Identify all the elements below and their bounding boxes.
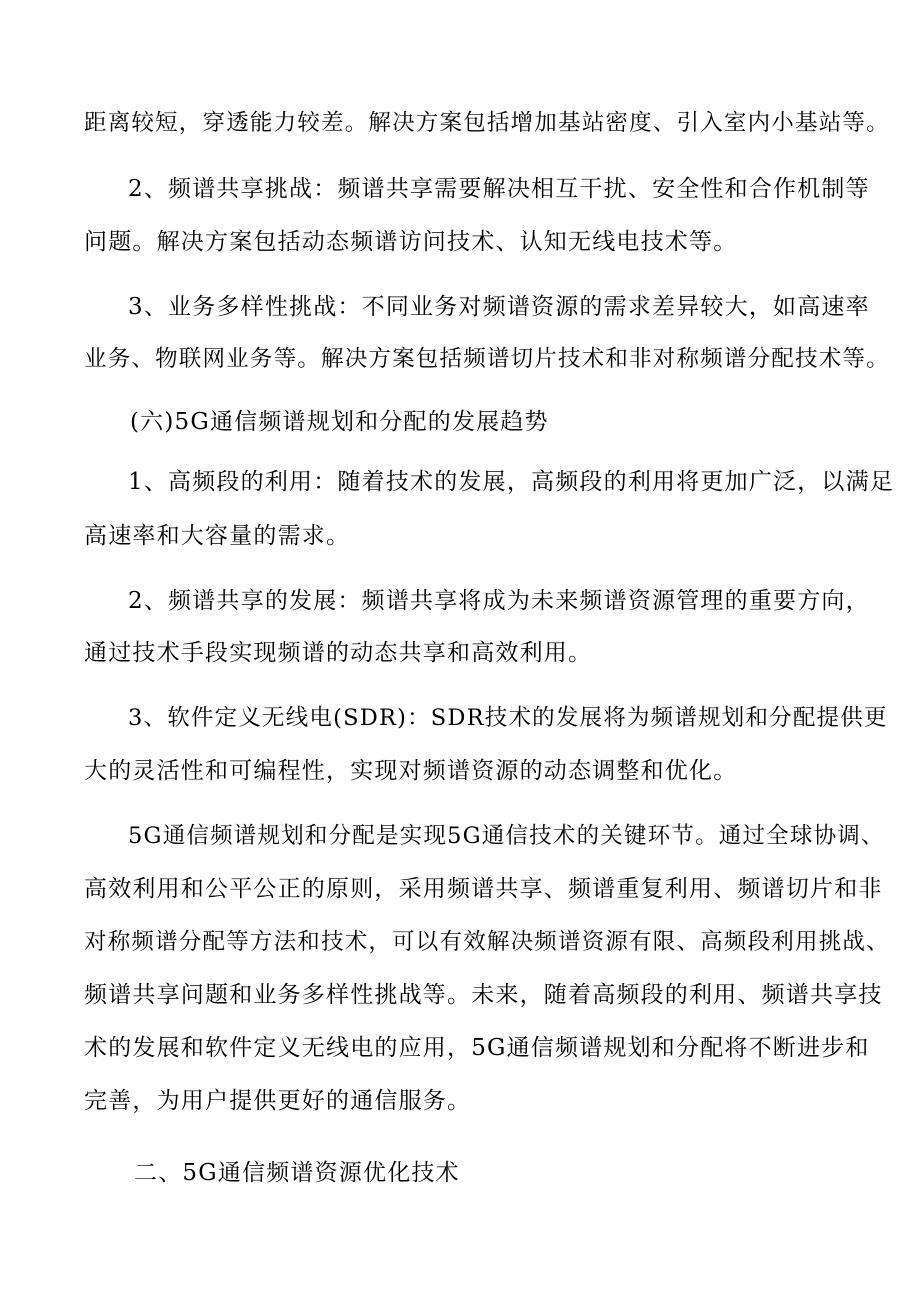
paragraph-line: 3、业务多样性挑战：不同业务对频谱资源的需求差异较大，如高速率 <box>128 294 870 320</box>
paragraph-line: 高效利用和公平公正的原则，采用频谱共享、频谱重复利用、频谱切片和非 <box>84 876 883 902</box>
section-heading: (六)5G通信频谱规划和分配的发展趋势 <box>130 409 549 435</box>
paragraph-line: 频谱共享问题和业务多样性挑战等。未来，随着高频段的利用、频谱共享技 <box>84 982 883 1008</box>
paragraph-line: 5G通信频谱规划和分配是实现5G通信技术的关键环节。通过全球协调、 <box>128 823 885 849</box>
paragraph-line: 距离较短，穿透能力较差。解决方案包括增加基站密度、引入室内小基站等。 <box>84 110 890 136</box>
paragraph-line: 1、高频段的利用：随着技术的发展，高频段的利用将更加广泛，以满足 <box>128 469 895 495</box>
paragraph-line: 高速率和大容量的需求。 <box>84 523 351 549</box>
paragraph-line: 大的灵活性和可编程性，实现对频谱资源的动态调整和优化。 <box>84 758 738 784</box>
paragraph-line: 通过技术手段实现频谱的动态共享和高效利用。 <box>84 640 593 666</box>
paragraph-line: 3、软件定义无线电(SDR)：SDR技术的发展将为频谱规划和分配提供更 <box>128 705 888 731</box>
paragraph-line: 对称频谱分配等方法和技术，可以有效解决频谱资源有限、高频段利用挑战、 <box>84 929 890 955</box>
paragraph-line: 术的发展和软件定义无线电的应用，5G通信频谱规划和分配将不断进步和 <box>84 1035 870 1061</box>
chapter-heading: 二、5G通信频谱资源优化技术 <box>134 1160 460 1186</box>
paragraph-line: 完善，为用户提供更好的通信服务。 <box>84 1088 472 1114</box>
paragraph-line: 2、频谱共享的发展：频谱共享将成为未来频谱资源管理的重要方向， <box>128 588 870 614</box>
paragraph-line: 问题。解决方案包括动态频谱访问技术、认知无线电技术等。 <box>84 229 738 255</box>
paragraph-line: 业务、物联网业务等。解决方案包括频谱切片技术和非对称频谱分配技术等。 <box>84 346 890 372</box>
paragraph-line: 2、频谱共享挑战：频谱共享需要解决相互干扰、安全性和合作机制等 <box>128 176 870 202</box>
